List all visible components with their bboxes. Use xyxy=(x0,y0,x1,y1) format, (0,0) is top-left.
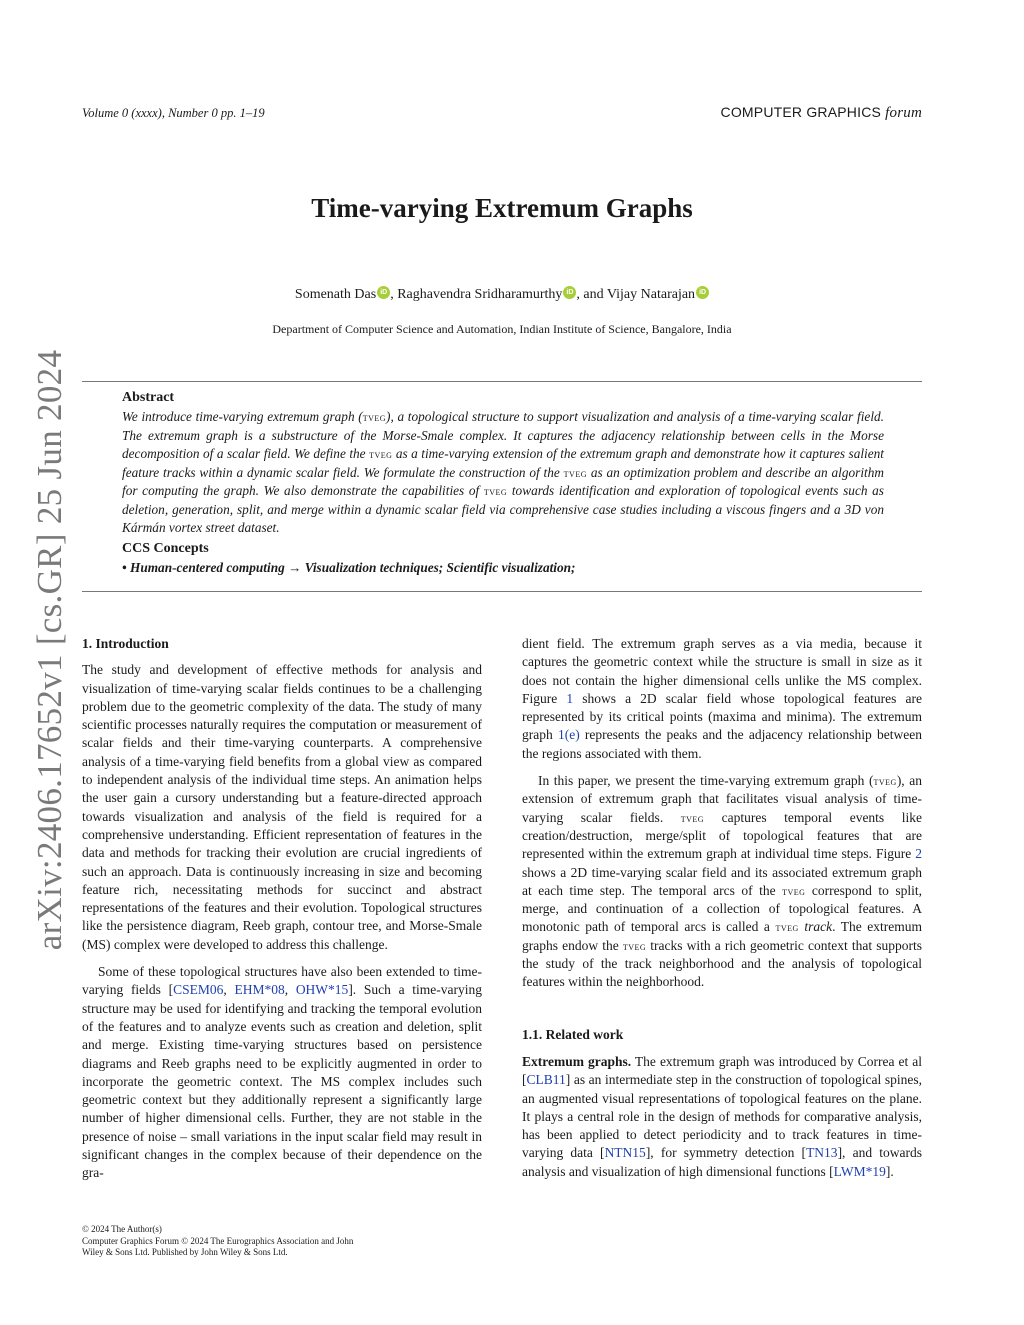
orcid-icon[interactable]: iD xyxy=(563,286,576,299)
paragraph-part: represents the peaks and the adjacency relationship between the regions associated with them. xyxy=(522,727,922,761)
tveg-term: tveg xyxy=(873,774,897,789)
tveg-term: tveg xyxy=(782,883,806,898)
paragraph-part: captures temporal events like creation/destruction, merge/split of topological features that are represented within the extremum graph at individual time steps. Figure xyxy=(522,809,922,862)
left-column xyxy=(82,635,482,1183)
paragraph-part: ]. xyxy=(885,1163,894,1179)
paragraph-part: shows a 2D time-varying scalar field and its associated extremum graph at each time step. The temporal arcs of the xyxy=(522,864,922,898)
ccs-text: • Human-centered computing → Visualization techniques; Scientific visualization; xyxy=(122,560,576,575)
right-column xyxy=(522,635,922,1181)
paragraph-lead: Extremum graphs. xyxy=(522,1053,632,1069)
affiliation: Department of Computer Science and Automation, Indian Institute of Science, Bangalore, India xyxy=(272,322,732,336)
author-list xyxy=(0,286,1004,303)
tveg-term: tveg xyxy=(483,484,508,498)
paragraph xyxy=(522,635,922,763)
tveg-term: tveg xyxy=(369,447,393,461)
abstract-part: as an optimization problem and describe an algorithm for computing the graph. We also demonstrate the capabilities of xyxy=(122,464,884,498)
paragraph xyxy=(522,1053,922,1181)
journal-name-caps: COMPUTER GRAPHICS xyxy=(720,104,882,120)
paragraph xyxy=(82,963,482,1183)
paragraph-part: ), an extension of extremum graph that facilitates visual analysis of time-varying scalar fields. xyxy=(522,773,922,825)
abstract-part: towards identification and exploration of topological events such as deletion, generation, split, and merge within a dynamic scalar field via comprehensive case studies including a viscous fingers and a 3D von Kármán vortex street dataset. xyxy=(122,483,884,535)
paragraph-part: tracks with a rich geometric context that supports the study of the track neighborhood and the analysis of topological features within the neighborhood. xyxy=(522,937,922,990)
abstract-text xyxy=(122,408,884,538)
running-header-volume: Volume 0 (xxxx), Number 0 pp. 1–19 xyxy=(82,106,265,120)
paragraph-part: Some of these topological structures have also been extended to time-varying fields [ xyxy=(82,964,482,998)
paragraph-part: , xyxy=(284,982,296,998)
paragraph-part: correspond to split, merge, and continuation of a collection of topological features. A monotonic path of temporal arcs is called a xyxy=(522,882,922,935)
journal-name-italic: forum xyxy=(885,105,922,121)
citation-link[interactable]: TN13 xyxy=(806,1145,838,1161)
tveg-term: tveg xyxy=(563,465,587,480)
paragraph: The study and development of effective methods for analysis and visualization of time-varying scalar fields continues to be a challenging problem due to the geometric complexity of the data. The study of many scientific processes naturally requires the computation or measurement of scalar fields and their time-varying counterparts. A comprehensive analysis of a time-varying field benefits from a global view as compared to independent analysis of the individual time steps. An animation helps the user gain a cursory understanding but a feature-directed approach towards visualization and analysis of the field is required for a comprehensive understanding. Efficient representation of features in the data and methods for tracking their evolution are crucial ingredients of such an approach. Data is continuously increasing in size and becoming feature rich, necessitating methods for succinct and abstract representations of the features and their evolution. Topological structures like the persistence diagram, Reeb graph, contour tree, and Morse-Smale (MS) complex were developed to address this challenge. xyxy=(82,662,482,952)
divider xyxy=(82,381,922,382)
paper-title: Time-varying Extremum Graphs xyxy=(311,193,693,223)
tveg-term: tveg xyxy=(775,920,799,935)
citation-link[interactable]: OHW*15 xyxy=(295,982,349,998)
section-heading: 1. Introduction xyxy=(82,636,169,651)
footer-line: © 2024 The Author(s) xyxy=(82,1224,162,1234)
paragraph-part: ] as an intermediate step in the construction of topological spines, an augmented visual representations of topological features on the plane. It plays a central role in the design of methods for comparative analysis, has been applied to detect periodicity and to track features in time-varying data [ xyxy=(522,1072,922,1161)
citation-link[interactable]: LWM*19 xyxy=(833,1163,886,1179)
figure-link[interactable]: 2 xyxy=(915,846,922,862)
arxiv-stamp xyxy=(20,349,80,951)
orcid-icon[interactable]: iD xyxy=(377,286,390,299)
paragraph xyxy=(522,772,922,992)
tveg-term: tveg xyxy=(680,810,705,825)
paragraph-part: , xyxy=(223,982,235,998)
paragraph-part: . The extremum graphs endow the xyxy=(522,919,923,953)
paragraph-part: ], for symmetry detection [ xyxy=(645,1145,807,1161)
paragraph-part: ]. Such a time-varying structure may be used for identifying and tracking the temporal evolution of the features and to analyze events such as creation and deletion, split and merge. Existing time-varying structures based on persistence diagrams and Reeb graphs need to be explicitly augmented in order to incorporate the geometric context. The MS complex includes such geometric context but they additionally represent a significantly large number of higher dimensional cells. Further, they are not stable in the presence of noise – small variations in the input scalar field may result in significant changes in the complex because of their dependence on the gra- xyxy=(82,982,483,1181)
footer-line: Wiley & Sons Ltd. Published by John Wiley & Sons Ltd. xyxy=(82,1247,288,1257)
figure-link[interactable]: 1(e) xyxy=(557,727,580,743)
paragraph-part: In this paper, we present the time-varying extremum graph ( xyxy=(538,773,874,789)
running-header-journal xyxy=(721,104,922,122)
abstract-part: ), a topological structure to support visualization and analysis of a time-varying scalar field. The extremum graph is a substructure of the Morse-Smale complex. It captures the adjacency relationship between cells in the Morse decomposition of a scalar field. We define the xyxy=(122,409,884,461)
paragraph-part: ], and towards analysis and visualization of high dimensional functions [ xyxy=(522,1145,922,1179)
copyright-footer xyxy=(82,1224,353,1259)
footer-line: Computer Graphics Forum © 2024 The Eurographics Association and John xyxy=(82,1235,354,1246)
subsection-heading: 1.1. Related work xyxy=(522,1026,624,1042)
paragraph-part: shows a 2D scalar field whose topological features are represented by its critical points (maxima and minima). The extremum graph xyxy=(522,690,922,743)
citation-link[interactable]: CSEM06 xyxy=(173,982,224,998)
author-name: Somenath Das xyxy=(294,287,377,302)
author-name: , and Vijay Natarajan xyxy=(576,287,696,302)
tveg-term: tveg xyxy=(622,938,647,953)
figure-link[interactable]: 1 xyxy=(566,690,574,706)
abstract-part: We introduce time-varying extremum graph ( xyxy=(122,409,363,424)
abstract-heading: Abstract xyxy=(122,390,175,405)
citation-link[interactable]: EHM*08 xyxy=(234,982,285,998)
citation-link[interactable]: CLB11 xyxy=(526,1072,566,1088)
ccs-heading: CCS Concepts xyxy=(122,541,209,556)
author-name: , Raghavendra Sridharamurthy xyxy=(390,287,563,302)
arxiv-stamp-text: arXiv:2406.17652v1 [cs.GR] 25 Jun 2024 xyxy=(30,349,69,951)
citation-link[interactable]: NTN15 xyxy=(604,1145,646,1161)
abstract-part: as a time-varying extension of the extremum graph and demonstrate how it captures salient feature tracks within a dynamic scalar field. We formulate the construction of the xyxy=(122,446,884,480)
divider xyxy=(82,591,922,592)
orcid-icon[interactable]: iD xyxy=(696,286,709,299)
paragraph-part: The extremum graph was introduced by Correa et al [ xyxy=(522,1053,922,1088)
tveg-term: tveg xyxy=(362,410,387,424)
track-term: track xyxy=(804,919,833,935)
paragraph-part: dient field. The extremum graph serves as a via media, because it captures the geometric context while the structure is small in size as it does not contain the higher dimensional cells unlike the MS complex. Figure xyxy=(522,636,922,706)
